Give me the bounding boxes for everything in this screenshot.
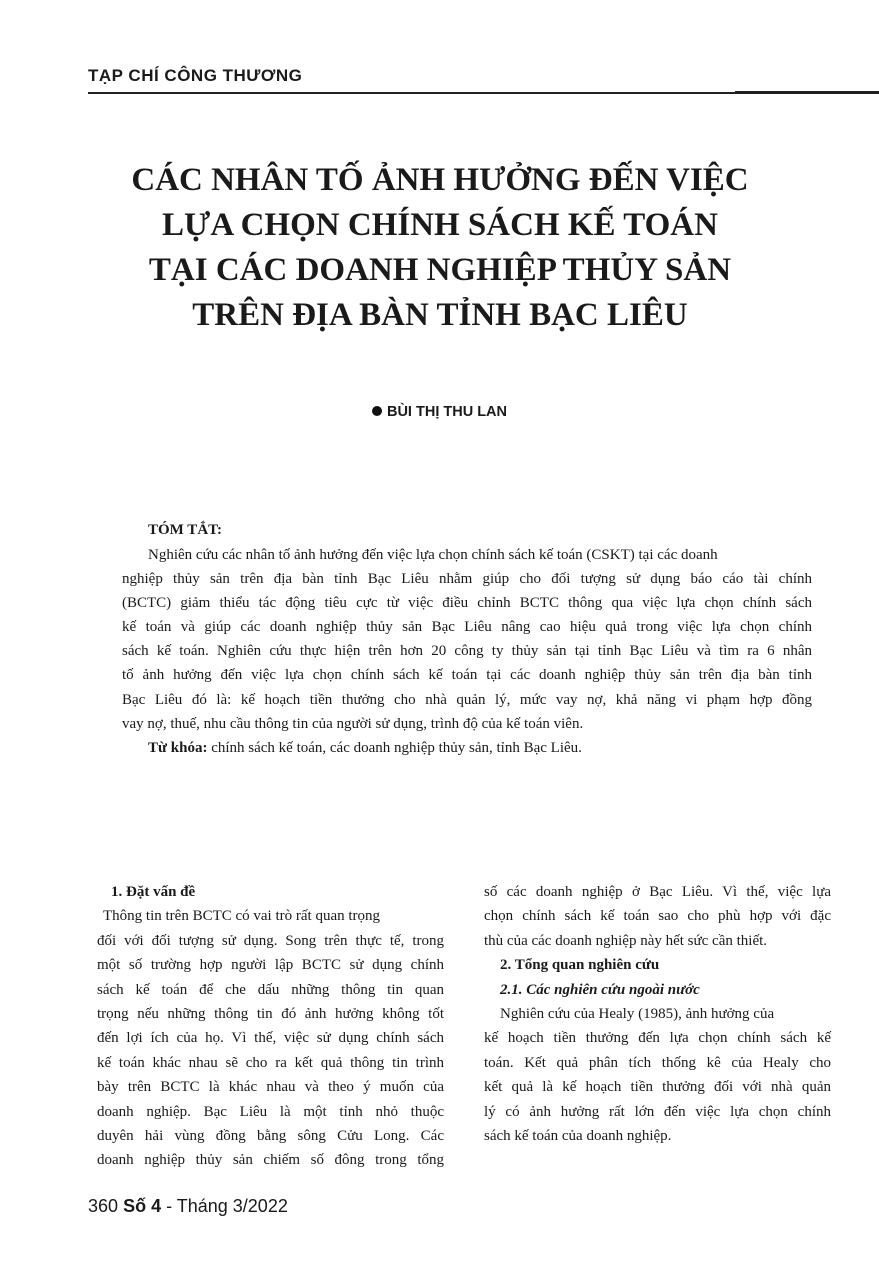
journal-name: TẠP CHÍ CÔNG THƯƠNG bbox=[88, 66, 303, 85]
body-line: trọng nếu những thông tin đó ảnh hưởng không tốt bbox=[97, 1005, 444, 1022]
body-line: doanh nghiệp thủy sản chiếm số đông trong tổng bbox=[97, 1152, 444, 1169]
page-footer bbox=[88, 1196, 288, 1217]
body-line: doanh nghiệp. Bạc Liêu là một tỉnh nhỏ thuộc bbox=[97, 1103, 444, 1120]
body-line: kế toán khác nhau sẽ cho ra kết quả thông tin trình bbox=[97, 1054, 444, 1071]
title-line: CÁC NHÂN TỐ ẢNH HƯỞNG ĐẾN VIỆC bbox=[131, 162, 749, 198]
author-name: BÙI THỊ THU LAN bbox=[386, 404, 507, 420]
abstract bbox=[122, 522, 812, 760]
page-number: 360 bbox=[88, 1196, 119, 1216]
abstract-line: vay nợ, thuế, nhu cầu thông tin của người sử dụng, trình độ của kế toán viên. bbox=[122, 715, 584, 732]
abstract-line: nghiệp thủy sản trên địa bàn tỉnh Bạc Liêu nhằm giúp cho đối tượng sử dụng báo cáo tài chính bbox=[122, 571, 812, 588]
title-line: TẠI CÁC DOANH NGHIỆP THỦY SẢN bbox=[148, 252, 732, 288]
article-title bbox=[60, 158, 820, 338]
keywords bbox=[122, 736, 812, 760]
abstract-line: (BCTC) giảm thiểu tác động tiêu cực từ việc điều chỉnh BCTC thông qua việc lựa chọn chính sách bbox=[122, 595, 812, 612]
abstract-line: sách kế toán. Nghiên cứu thực hiện trên hơn 20 công ty thủy sản tại tỉnh Bạc Liêu và tìm ra 6 nhân bbox=[122, 643, 812, 660]
body-line: Nghiên cứu của Healy (1985), ảnh hưởng của bbox=[500, 1005, 775, 1022]
body-line: toán. Kết quả phân tích thống kê của Healy cho bbox=[484, 1054, 831, 1071]
issue-date: - Tháng 3/2022 bbox=[161, 1196, 288, 1216]
keywords-label: Từ khóa: bbox=[148, 739, 208, 756]
right-column bbox=[484, 880, 831, 1148]
body-line: đến lợi ích của họ. Vì thế, việc sử dụng chính sách bbox=[97, 1030, 444, 1047]
abstract-line: Bạc Liêu đó là: kế hoạch tiền thưởng cho nhà quản lý, mức vay nợ, khả năng vi phạm hợp đồng bbox=[122, 691, 812, 708]
title-line: TRÊN ĐỊA BÀN TỈNH BẠC LIÊU bbox=[192, 297, 688, 333]
body-line: đối với đối tượng sử dụng. Song trên thực tế, trong bbox=[97, 932, 444, 949]
body-line: sách kế toán của doanh nghiệp. bbox=[484, 1127, 672, 1144]
issue-number: Số 4 bbox=[123, 1196, 162, 1216]
body-line: sách kế toán để che dấu những thông tin quan bbox=[97, 981, 444, 998]
body-line: bày trên BCTC là khác nhau và theo ý muốn của bbox=[97, 1079, 444, 1096]
keywords-text: chính sách kế toán, các doanh nghiệp thủy sản, tỉnh Bạc Liêu. bbox=[207, 739, 582, 756]
body-line: duyên hải vùng đồng bằng sông Cửu Long. Các bbox=[97, 1127, 444, 1144]
body-line: kế hoạch tiền thưởng đến lựa chọn chính sách kế bbox=[484, 1030, 831, 1047]
body-line: lý có ảnh hưởng rất lớn đến việc lựa chọn chính bbox=[484, 1103, 831, 1120]
author-line bbox=[0, 404, 879, 420]
body-line: Thông tin trên BCTC có vai trò rất quan trọng bbox=[103, 908, 381, 925]
bullet-icon bbox=[372, 406, 382, 416]
abstract-line: kế toán và giúp các doanh nghiệp thủy sản Bạc Liêu nâng cao hiệu quả trong việc lựa chọn chính bbox=[122, 619, 812, 636]
section-heading: 1. Đặt vấn đề bbox=[111, 884, 196, 900]
subsection-heading: 2.1. Các nghiên cứu ngoài nước bbox=[500, 981, 700, 998]
body-line: thù của các doanh nghiệp này hết sức cần thiết. bbox=[484, 932, 768, 949]
left-column bbox=[97, 880, 444, 1173]
header-rule-accent bbox=[735, 91, 879, 94]
body-line: số các doanh nghiệp ở Bạc Liêu. Vì thế, việc lựa bbox=[484, 884, 831, 900]
body-line: chọn chính sách kế toán sao cho phù hợp với đặc bbox=[484, 908, 831, 925]
body-line: kết quả là kế hoạch tiền thưởng đối với nhà quản bbox=[484, 1079, 831, 1096]
abstract-heading: TÓM TẮT: bbox=[148, 522, 223, 538]
section-heading: 2. Tổng quan nghiên cứu bbox=[500, 957, 660, 974]
abstract-line: tố ảnh hưởng đến việc lựa chọn chính sách kế toán tại các doanh nghiệp thủy sản trên địa bàn tỉnh bbox=[122, 667, 812, 684]
title-line: LỰA CHỌN CHÍNH SÁCH KẾ TOÁN bbox=[162, 207, 718, 243]
body-line: một số trường hợp người lập BCTC sử dụng chính bbox=[97, 957, 444, 974]
abstract-line: Nghiên cứu các nhân tố ảnh hưởng đến việc lựa chọn chính sách kế toán (CSKT) tại các doanh bbox=[148, 547, 718, 563]
